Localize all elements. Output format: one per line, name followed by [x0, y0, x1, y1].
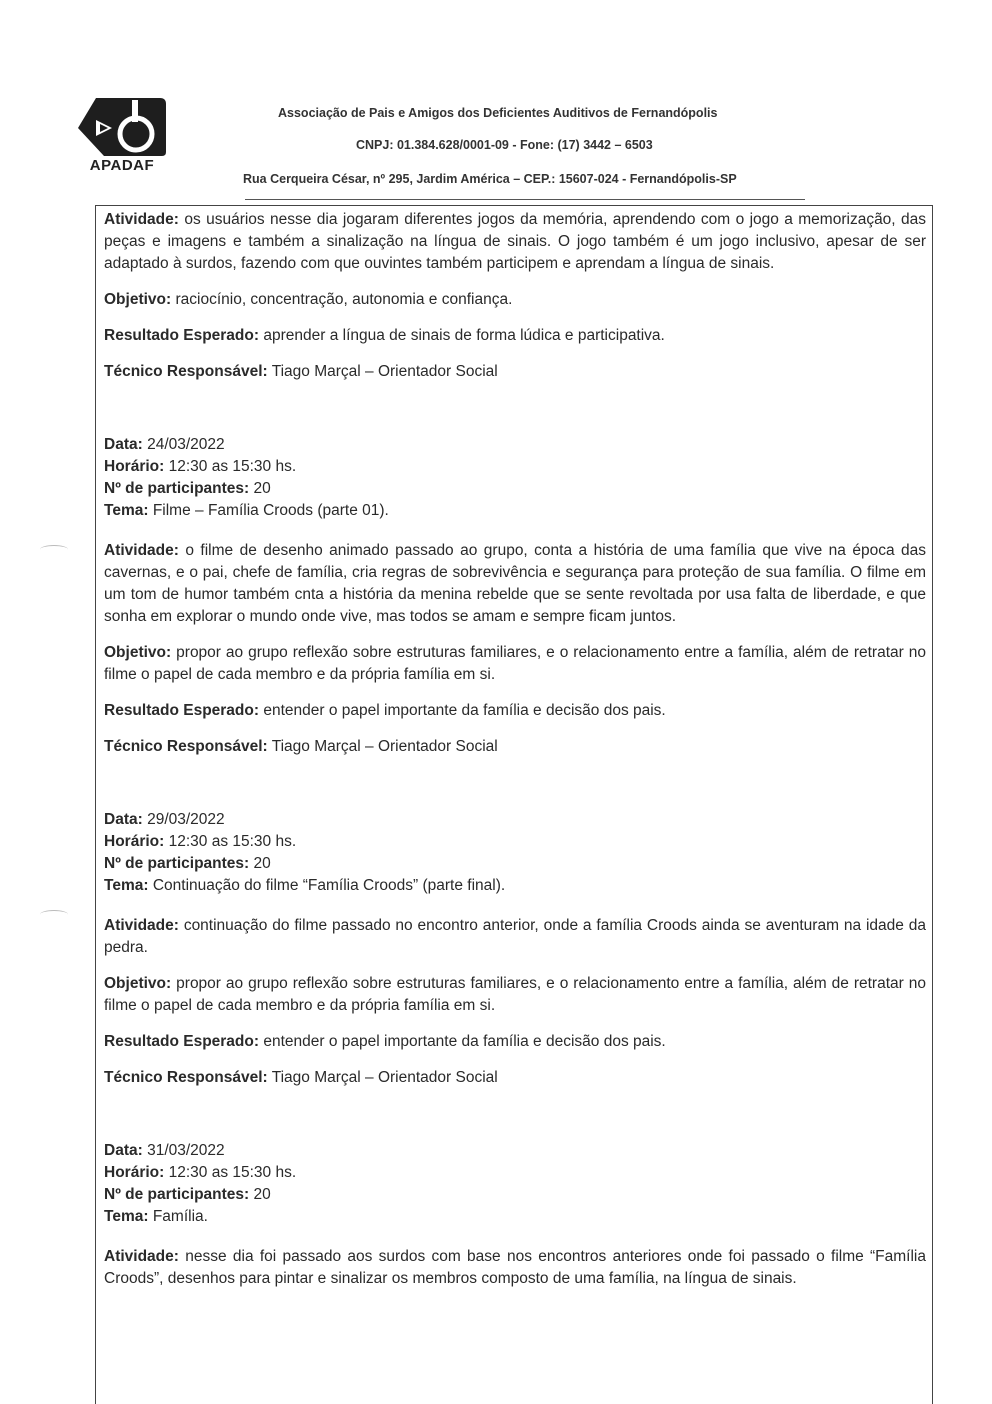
record-date: Data: 31/03/2022 [104, 1142, 225, 1159]
record-theme: Tema: Continuação do filme “Família Croods” (parte final). [104, 877, 506, 894]
record-time: Horário: 12:30 as 15:30 hs. [104, 833, 297, 850]
header-divider [245, 199, 805, 200]
technician-paragraph: Técnico Responsável: Tiago Marçal – Orientador Social [104, 738, 498, 755]
record-participants: Nº de participantes: 20 [104, 480, 271, 497]
record-time: Horário: 12:30 as 15:30 hs. [104, 458, 297, 475]
expected-result-paragraph: Resultado Esperado: entender o papel importante da família e decisão dos pais. [104, 1033, 666, 1050]
record-theme: Tema: Família. [104, 1208, 208, 1225]
record-theme: Tema: Filme – Família Croods (parte 01). [104, 502, 389, 519]
objective-paragraph: Objetivo: propor ao grupo reflexão sobre estruturas familiares, e o relacionamento entre a família, além de retratar no filme o papel de cada membro e da própria família em si. [104, 644, 927, 683]
activity-paragraph: Atividade: os usuários nesse dia jogaram diferentes jogos da memória, aprendendo com o jogo a memorização, das peças e imagens e também a sinalização na língua de sinais. O jogo também é um jogo inclusivo, apesar de ser adaptado à surdos, fazendo com que ouvintes também participem e aprendam a língua de sinais. [104, 211, 926, 272]
technician-paragraph: Técnico Responsável: Tiago Marçal – Orientador Social [104, 1069, 498, 1086]
org-name: Associação de Pais e Amigos dos Deficientes Auditivos de Fernandópolis [278, 106, 718, 120]
expected-result-paragraph: Resultado Esperado: entender o papel importante da família e decisão dos pais. [104, 702, 666, 719]
activity-record [104, 809, 926, 1089]
activity-paragraph: Atividade: o filme de desenho animado passado ao grupo, conta a história de uma família que vive na época das cavernas, e o pai, chefe de família, cria regras de sobrevivência e segurança para proteção de sua família. O filme em um tom de humor também cnta a história da menina rebelde que se sente revoltada por usa falta de liberdade, e que sonha em explorar o mundo onde vive, mas todos se amam e sempre ficam juntos. [104, 542, 926, 625]
record-participants: Nº de participantes: 20 [104, 855, 271, 872]
activity-paragraph: Atividade: continuação do filme passado no encontro anterior, onde a família Croods ainda se aventuram na idade da pedra. [104, 917, 926, 956]
scan-mark [40, 545, 68, 554]
record-time: Horário: 12:30 as 15:30 hs. [104, 1164, 297, 1181]
activity-paragraph: Atividade: nesse dia foi passado aos surdos com base nos encontros anteriores onde foi passado o filme “Família Croods”, desenhos para pintar e sinalizar os membros composto de uma família, na língua de sinais. [104, 1248, 926, 1287]
activity-record [104, 1140, 926, 1290]
record-participants: Nº de participantes: 20 [104, 1186, 271, 1203]
report-body [104, 209, 926, 1290]
objective-paragraph: Objetivo: raciocínio, concentração, autonomia e confiança. [104, 291, 513, 308]
activity-record [104, 434, 926, 758]
record-date: Data: 24/03/2022 [104, 436, 225, 453]
ear-logo-icon [74, 94, 170, 158]
expected-result-paragraph: Resultado Esperado: aprender a língua de sinais de forma lúdica e participativa. [104, 327, 665, 344]
address: Rua Cerqueira César, nº 295, Jardim América – CEP.: 15607-024 - Fernandópolis-SP [243, 172, 737, 186]
logo-label: APADAF [89, 157, 155, 174]
technician-paragraph: Técnico Responsável: Tiago Marçal – Orientador Social [104, 363, 498, 380]
record-date: Data: 29/03/2022 [104, 811, 225, 828]
cnpj-phone: CNPJ: 01.384.628/0001-09 - Fone: (17) 3442 – 6503 [356, 138, 653, 152]
scan-mark [40, 910, 68, 919]
objective-paragraph: Objetivo: propor ao grupo reflexão sobre estruturas familiares, e o relacionamento entre a família, além de retratar no filme o papel de cada membro e da própria família em si. [104, 975, 927, 1014]
